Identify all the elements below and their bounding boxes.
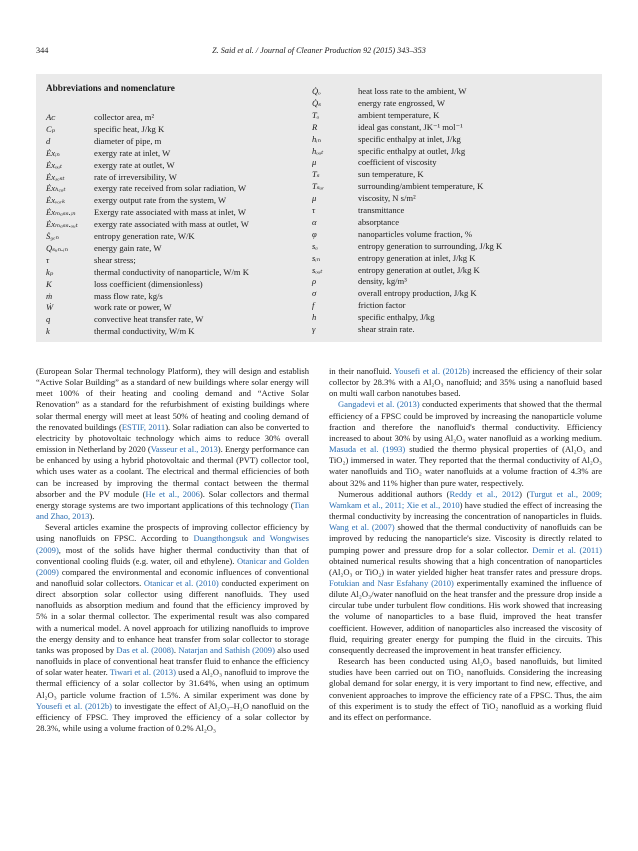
nomenclature-definition: coefficient of viscosity bbox=[358, 157, 437, 168]
nomenclature-definition: exergy rate received from solar radiation, W bbox=[94, 183, 247, 194]
nomenclature-definition: loss coefficient (dimensionless) bbox=[94, 278, 203, 289]
nomenclature-definition: energy rate engrossed, W bbox=[358, 97, 446, 108]
citation-link[interactable]: ESTIF, 2011 bbox=[121, 421, 166, 432]
nomenclature-symbol: Q̇ₛ bbox=[312, 97, 322, 108]
nomenclature-symbol: Ėxₔₑₛₜ bbox=[46, 171, 65, 182]
nomenclature-symbol: sₐ bbox=[312, 240, 318, 251]
nomenclature-definition: friction factor bbox=[358, 300, 406, 311]
nomenclature-symbol: φ bbox=[312, 228, 317, 239]
nomenclature-symbol: Aᴄ bbox=[46, 112, 56, 122]
nomenclature-definition: transmittance bbox=[358, 205, 405, 215]
nomenclature-symbol: Ėxₕₑₐₜ bbox=[46, 183, 66, 194]
citation-link[interactable]: Gangadevi et al. (2013) bbox=[338, 399, 420, 410]
nomenclature-symbol: τ bbox=[312, 205, 316, 215]
nomenclature-symbol: Tₐ bbox=[312, 109, 320, 120]
nomenclature-definition: entropy generation at outlet, J/kg K bbox=[358, 264, 480, 275]
nomenclature-definition: ideal gas constant, JK⁻¹ mol⁻¹ bbox=[358, 121, 463, 132]
nomenclature-definition: sun temperature, K bbox=[358, 169, 424, 180]
nomenclature-symbol: f bbox=[312, 300, 315, 311]
nomenclature-definition: mass flow rate, kg/s bbox=[94, 290, 163, 301]
citation-link[interactable]: Yousefi et al. (2012b) bbox=[36, 700, 113, 711]
citation-link[interactable]: Tiwari et al. (2013) bbox=[109, 667, 176, 678]
nomenclature-symbol: Tₛᵤᵣ bbox=[312, 181, 325, 192]
nomenclature-symbol: Q̇ₒ bbox=[312, 86, 321, 96]
nomenclature-symbol: Ėxᵢₙ bbox=[46, 147, 60, 158]
nomenclature-symbol: Ẇ bbox=[46, 302, 54, 313]
nomenclature-symbol: K bbox=[46, 278, 52, 289]
nomenclature-symbol: μ bbox=[312, 157, 317, 168]
citation-link[interactable]: Otanicar and Golden (2009) bbox=[36, 555, 309, 577]
nomenclature-symbol: Ṡ₉ₑₙ bbox=[46, 231, 60, 241]
nomenclature-definition: entropy generation to surrounding, J/kg K bbox=[358, 240, 503, 251]
nomenclature-symbol: R bbox=[312, 121, 318, 132]
abbreviations-title: Abbreviations and nomenclature bbox=[46, 83, 175, 93]
citation-link[interactable]: Das et al. (2008) bbox=[116, 644, 174, 655]
nomenclature-definition: exergy rate at outlet, W bbox=[94, 159, 175, 170]
nomenclature-symbol: Ėxₘₐₛₛ.ₒᵤₜ bbox=[46, 219, 78, 230]
nomenclature-symbol: Tₛ bbox=[312, 169, 320, 180]
nomenclature-definition: viscosity, N s/m² bbox=[358, 193, 416, 204]
nomenclature-definition: specific enthalpy, J/kg bbox=[358, 312, 435, 323]
nomenclature-definition: nanoparticles volume fraction, % bbox=[358, 228, 473, 239]
nomenclature-symbol: ṁ bbox=[46, 290, 53, 301]
nomenclature-definition: absorptance bbox=[358, 216, 400, 227]
nomenclature-definition: convective heat transfer rate, W bbox=[94, 314, 204, 325]
citation-link[interactable]: Demir et al. (2011) bbox=[532, 544, 603, 555]
citation-link[interactable]: Otanicar et al. (2010) bbox=[143, 577, 219, 588]
nomenclature-symbol: sᵢₙ bbox=[312, 252, 321, 263]
paragraph: in their nanofluid. Yousefi et al. (2012b) increased the efficiency of their solar collector by 28.3% with a Al₂O₃ nanofluid; and 35% using a nanofluid based on multi wall carbon nanotubes based. bbox=[329, 366, 603, 399]
journal-citation: Z. Said et al. / Journal of Cleaner Production 92 (2015) 343–353 bbox=[212, 46, 426, 55]
paragraph: Several articles examine the prospects of improving collector efficiency by using nanofluids on FPSC. According to Duangthongsuk and Wongwises (2009), most of the solids have higher thermal conductivity than that of conventional cooling fluids (e.g. water, oil and ethylene). Otanicar and Golden (2009) compared the environmental and economic influences of conventional and nanofluid solar collectors. Otanicar et al. (2010) conducted experiment on direct absorption solar collector using different nanofluids. They used nanofluids as absorption medium and found that the efficiency improved by 5% in a solar thermal collector. The experimental result was also compared with a numerical model. A novel approach for utilizing nanofluids to improve the energy density and to enhance heat transfer from solar collector to storage tanks was proposed by Das et al. (2008). Natarjan and Sathish (2009) also used nanofluids in place of conventional heat transfer fluid to enhance the efficiency of solar water heater. Tiwari et al. (2013) used a Al₂O₃ nanofluid to improve the thermal efficiency of a solar collector by 31.64%, when using an optimum Al₂O₃ particle volume fraction of 1.5%. A similar experiment was done by Yousefi et al. (2012b) to investigate the effect of Al₂O₃–H₂O nanofluid on the efficiency of FPSC. They improved the efficiency of a solar collector by 28.3%, while using a volume fraction of 0.2% Al₂O₃ bbox=[36, 522, 309, 733]
nomenclature-definition: surrounding/ambient temperature, K bbox=[358, 181, 484, 192]
nomenclature-definition: exergy rate associated with mass at outlet, W bbox=[94, 219, 249, 230]
nomenclature-symbol: hᵢₙ bbox=[312, 133, 322, 144]
paragraph: Research has been conducted using Al₂O₃ based nanofluids, but limited studies have been carried out on TiO₂ nanofluids. Considering the increasing global demand for solar energy, it is very important to find new, effective, and convenient approaches to improve the efficiency rate of a FPSC. Thus, the aim of this experiment is to study the effect of TiO₂ nanofluid as a working fluid and its effect on performance. bbox=[329, 656, 602, 722]
nomenclature-definition: shear stress; bbox=[94, 254, 136, 265]
nomenclature-symbol: μ bbox=[312, 193, 317, 204]
nomenclature-definition: diameter of pipe, m bbox=[94, 135, 162, 146]
citation-link[interactable]: Vasseur et al., 2013 bbox=[150, 444, 218, 455]
nomenclature-symbol: q bbox=[46, 314, 51, 325]
citation-link[interactable]: Reddy et al., 2012 bbox=[449, 488, 520, 499]
nomenclature-definition: shear strain rate. bbox=[358, 324, 415, 334]
nomenclature-symbol: Ėxᵥₒᵣₖ bbox=[46, 195, 66, 206]
citation-link[interactable]: Masuda et al. (1993) bbox=[329, 444, 406, 455]
nomenclature-symbol: α bbox=[312, 216, 317, 227]
nomenclature-symbol: d bbox=[46, 135, 51, 146]
page-number: 344 bbox=[36, 46, 49, 55]
nomenclature-symbol: Qₛᵤₙ.ᵢₙ bbox=[46, 242, 69, 253]
nomenclature-symbol: h bbox=[312, 312, 317, 323]
paragraph: Gangadevi et al. (2013) conducted experiments that showed that the thermal efficiency of a FPSC could be improved by increasing the nanoparticle volume fraction and therefore the nanofluid's thermal conductivity. Efficiency increased to about 30% by using Al₂O₃ water nanofluid as a working medium. Masuda et al. (1993) studied the thermo physical properties of (Al₂O₃ and TiO₂) immersed in water. They reported that the thermal conductivity of Al₂O₃ water nanofluids and TiO₂ water nanofluids at a volume fraction of 4.3% are about 32% and 11% higher than pure water, respectively. bbox=[329, 399, 603, 488]
citation-link[interactable]: Wang et al. (2007) bbox=[329, 522, 395, 533]
citation-link[interactable]: Turgut et al., 2009; Wamkam et al., 2011; Xie et al., 2010 bbox=[329, 488, 602, 510]
nomenclature-definition: rate of irreversibility, W bbox=[94, 171, 177, 182]
nomenclature-symbol: sₒᵤₜ bbox=[312, 264, 323, 275]
citation-link[interactable]: Tian and Zhao, 2013 bbox=[36, 499, 309, 522]
nomenclature-symbol: σ bbox=[312, 288, 317, 299]
nomenclature-symbol: τ bbox=[46, 254, 50, 265]
citation-link[interactable]: Yousefi et al. (2012b) bbox=[393, 366, 470, 376]
nomenclature-definition: specific heat, J/kg K bbox=[94, 123, 165, 134]
citation-link[interactable]: Duangthongsuk and Wongwises (2009) bbox=[36, 533, 309, 555]
running-header bbox=[36, 46, 602, 60]
nomenclature-symbol: ρ bbox=[312, 276, 317, 287]
nomenclature-definition: energy gain rate, W bbox=[94, 242, 162, 253]
nomenclature-symbol: Cₚ bbox=[46, 123, 56, 134]
citation-link[interactable]: Fotukian and Nasr Esfahany (2010) bbox=[329, 577, 454, 588]
nomenclature-definition: specific enthalpy at inlet, J/kg bbox=[358, 133, 461, 144]
nomenclature-definition: entropy generation rate, W/K bbox=[94, 231, 195, 241]
nomenclature-symbol: Ėxₒᵤₜ bbox=[46, 159, 63, 170]
paragraph: (European Solar Thermal technology Platform), they will design and establish “Active Solar Building” as a standard of new buildings where solar energy will meet 100% of their heating and cooling demand and “Active Solar Renovation” as a standard for the refurbishment of existing buildings where solar thermal energy will meet at least 50% of heating and cooling demand of the renovated buildings (ESTIF, 2011). Solar radiation can also be converted to electricity by photovoltaic technology which aims to reduce 30% overall emission in Netherland by 2020 (Vasseur et al., 2013). Energy performance can be enhanced by using a hybrid photovoltaic and thermal (PVT) collector tool, which uses water as a coolant. The electrical and thermal efficiencies of both can be increased by improving the thermal contact between the thermal absorber and the PV module (He et al., 2006). Solar collectors and thermal energy storage systems are two important applications of this technology (Tian and Zhao, 2013). bbox=[36, 366, 309, 522]
nomenclature-definition: ambient temperature, K bbox=[358, 109, 440, 120]
nomenclature-symbol: k bbox=[46, 326, 50, 337]
nomenclature-definition: density, kg/m³ bbox=[358, 276, 407, 287]
nomenclature-definition: specific enthalpy at outlet, J/kg bbox=[358, 145, 466, 156]
nomenclature-definition: thermal conductivity of nanoparticle, W/m K bbox=[94, 266, 249, 277]
nomenclature-definition: thermal conductivity, W/m K bbox=[94, 326, 195, 337]
nomenclature-symbol: hₒᵤₜ bbox=[312, 145, 324, 156]
nomenclature-symbol: γ bbox=[312, 324, 316, 334]
nomenclature-definition: work rate or power, W bbox=[94, 302, 172, 313]
nomenclature-symbol: Ėxₘₐₛₛ.ᵢₙ bbox=[46, 207, 76, 218]
paragraph: Numerous additional authors (Reddy et al., 2012) (Turgut et al., 2009; Wamkam et al., 2011; Xie et al., 2010) have studied the effect of increasing the thermal conductivity by increasing the concentration of nanoparticles in fluids. Wang et al. (2007) showed that the thermal conductivity of nanofluids can be improved by reducing the nanoparticle's size. Viscosity is directly related to pumping power and pressure drop for a solar collector. Demir et al. (2011) obtained numerical results showing that a high concentration of nanoparticles (Al₂O₃ or TiO₂) in water yielded higher heat transfer rates and pressure drops. Fotukian and Nasr Esfahany (2010) experimentally examined the influence of dilute Al₂O₃/water nanofluid on the heat transfer and the pressure drop inside a circular tube under turbulent flow conditions. His work showed that increasing the volume of nanoparticles to a base fluid, improved the heat transfer coefficient. However, addition of nanoparticles also increased the viscosity of fluid, requiring greater energy for pumping the fluid in the circuits. This consequently decreased the improvement in heat transfer efficiency. bbox=[329, 488, 603, 655]
abbreviations-box bbox=[36, 74, 602, 342]
nomenclature-definition: exergy rate at inlet, W bbox=[94, 147, 171, 158]
citation-link[interactable]: He et al., 2006 bbox=[145, 488, 200, 499]
nomenclature-definition: overall entropy production, J/kg K bbox=[358, 288, 477, 299]
nomenclature-definition: heat loss rate to the ambient, W bbox=[358, 86, 467, 96]
nomenclature-definition: exergy output rate from the system, W bbox=[94, 195, 227, 206]
right-text-column bbox=[329, 366, 602, 723]
citation-link[interactable]: Natarjan and Sathish (2009) bbox=[178, 644, 275, 655]
nomenclature-symbol: kₚ bbox=[46, 266, 54, 277]
left-text-column bbox=[36, 366, 309, 734]
nomenclature-definition: collector area, m² bbox=[94, 112, 155, 122]
nomenclature-definition: entropy generation at inlet, J/kg K bbox=[358, 252, 476, 263]
nomenclature-definition: Exergy rate associated with mass at inlet, W bbox=[94, 207, 246, 218]
